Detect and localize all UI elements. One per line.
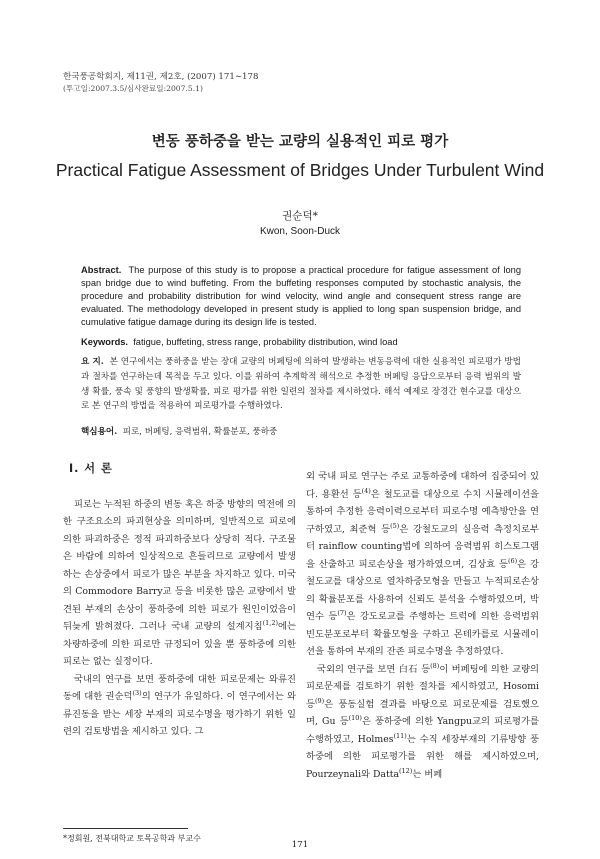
paragraph — [306, 468, 539, 661]
citation: (3) — [132, 688, 142, 697]
summary-label: 요 지. — [81, 357, 104, 367]
author-korean: 권순덕* — [282, 210, 318, 222]
text-run: 에는 차량하중에 의한 피로만 규정되어 있을 뿐 풍하중에 의한 피로는 없는 실정이다. — [63, 621, 296, 667]
keywords-text: fatigue, buffeting, stress range, probability distribution, wind load — [133, 337, 398, 347]
citation: (6) — [507, 556, 518, 565]
korean-summary — [81, 355, 521, 414]
footnote: *정회원, 전북대학교 토목공학과 부교수 — [63, 834, 201, 843]
citation: (8) — [430, 661, 440, 670]
left-column — [63, 460, 296, 741]
abstract-label: Abstract. — [81, 265, 122, 275]
text-run: 은 철도교를 대상으로 수치 시뮬레이션을 통하여 추정한 응력이력으로부터 피로수명 예측방안을 연구하였고, 최준혁 등 — [306, 488, 539, 535]
summary-text: 본 연구에서는 풍하중을 받는 장대 교량의 버페팅에 의하여 발생하는 변동응력에 대한 실용적인 피로평가 방법과 절차를 연구하는데 목적을 두고 있다. 이를 위하여 추계학적 해석으로 추정한 버페팅 응답으로부터 응력 범위의 발생 확률, 풍속 및 풍향의 발생확률, 피로 평가를 위한 일련의 절차를 제시하였다. 해석 예제로 장경간 현수교를 대상으로 본 연구의 방법을 적용하여 피로평가를 수행하였다. — [81, 357, 521, 412]
section-heading-introduction: I. 서 론 — [69, 462, 113, 475]
citation: (1,2) — [262, 618, 279, 627]
citation: (4) — [361, 486, 371, 495]
text-run: 은 강도로교를 주행하는 트럭에 의한 응력범위빈도분포로부터 확률모형을 구하고 몬테카를로 시뮬레이션을 통하여 부재의 잔존 피로수명을 추정하였다. — [306, 611, 539, 657]
text-run: 외 국내 피로 연구는 주로 교통하중에 대하여 집중되어 있다. 용환선 등 — [306, 471, 539, 500]
citation: (5) — [390, 521, 400, 530]
citation: (10) — [348, 713, 362, 722]
author-english: Kwon, Soon-Duck — [259, 226, 341, 237]
text-run: 국내의 연구를 보면 풍하중에 대한 피로문제는 와류진동에 대한 권순덕 — [63, 673, 296, 702]
abstract — [81, 264, 521, 329]
citation: (11) — [393, 731, 407, 740]
abstract-text: The purpose of this study is to propose a practical procedure for fatigue assessment of long span bridge due to wind buffeting. From the buffeting responses computed by stochastic analysis, the procedure and probability distribution for wind velocity, wind angle and consequent stress range are evaluated. The methodology developed in present study is applied to long span suspension bridge, and cumulative fatigue damage during its design life is tested. — [81, 265, 521, 328]
text-run: 이 버페팅에 의한 교량의 피로문제를 검토하기 위한 절차를 제시하였고, Hosomi 등 — [306, 663, 539, 710]
text-run: 은 풍하중에 의한 Yangpu교의 피로평가를 수행하였고, Holmes — [306, 716, 540, 745]
text-run: 는 수직 세장부재의 기류방향 풍하중에 의한 피로평가를 위한 해를 제시하였으며, Pourzeynali와 Datta — [306, 733, 539, 780]
paragraph — [306, 661, 539, 784]
citation: (12) — [398, 766, 413, 775]
text-run: 은 강철도교를 대상으로 열차하중모형을 만들고 누적피로손상의 확률분포를 사용하여 신뢰도 분석을 수행하였으며, 박연수 등 — [306, 558, 539, 622]
korean-keywords-label: 핵심용어. — [81, 427, 118, 437]
text-run: 피로는 누적된 하중의 변동 혹은 하중 방향의 역전에 의한 구조요소의 파괴현상을 의미하며, 일반적으로 피로에 의한 파괴하중은 정적 파괴하중보다 상당히 적다. 구조물은 바람에 의하여 일상적으로 흔들리므로 교량에서 발생하는 손상중에서 피로가 많은 부분을 차지하고 있다. 미국의 Commodore Barry교 등을 비롯한 많은 교량에서 발견된 부재의 손상이 풍하중에 의한 피로가 원인이었음이 뒤늦게 밝혀졌다. 그러나 국내 교량의 설계지침 — [63, 498, 296, 632]
text-run: 은 풍동실험 결과를 바탕으로 피로문제를 검토했으며, Gu 등 — [306, 698, 539, 727]
citation: (7) — [337, 608, 347, 617]
korean-keywords — [81, 425, 521, 437]
journal-citation: 한국풍공학회지, 제11권, 제2호, (2007) 171∼178 — [63, 72, 259, 82]
keywords-label: Keywords. — [81, 337, 129, 347]
page-number: 171 — [291, 840, 309, 850]
korean-keywords-text: 피로, 버페팅, 응력범위, 확률분포, 풍하중 — [122, 427, 278, 437]
title-english: Practical Fatigue Assessment of Bridges Under Turbulent Wind — [55, 160, 545, 180]
received-date: (투고일:2007.3.5/심사완료일:2007.5.1) — [63, 84, 203, 93]
text-run: 는 버페 — [412, 768, 443, 780]
text-run: 의 연구가 유일하다. 이 연구에서는 와류진동을 받는 세장 부재의 피로수명을 평가하기 위한 일련의 검토방법을 제시하고 있다. 그 — [63, 691, 296, 737]
text-run: 국외의 연구를 보면 白石 등 — [317, 663, 431, 675]
paragraph — [63, 496, 296, 671]
text-run: 은 강철도교의 실응력 측정치로부터 rainflow counting법에 의하여 응력범위 히스토그램을 산출하고 피로손상을 평가하였으며, 김상효 등 — [306, 523, 539, 570]
title-korean: 변동 풍하중을 받는 교량의 실용적인 피로 평가 — [151, 134, 449, 150]
right-column — [306, 468, 539, 783]
keywords — [81, 337, 521, 347]
footnote-divider — [63, 828, 188, 829]
citation: (9) — [314, 696, 325, 705]
paragraph — [63, 671, 296, 741]
